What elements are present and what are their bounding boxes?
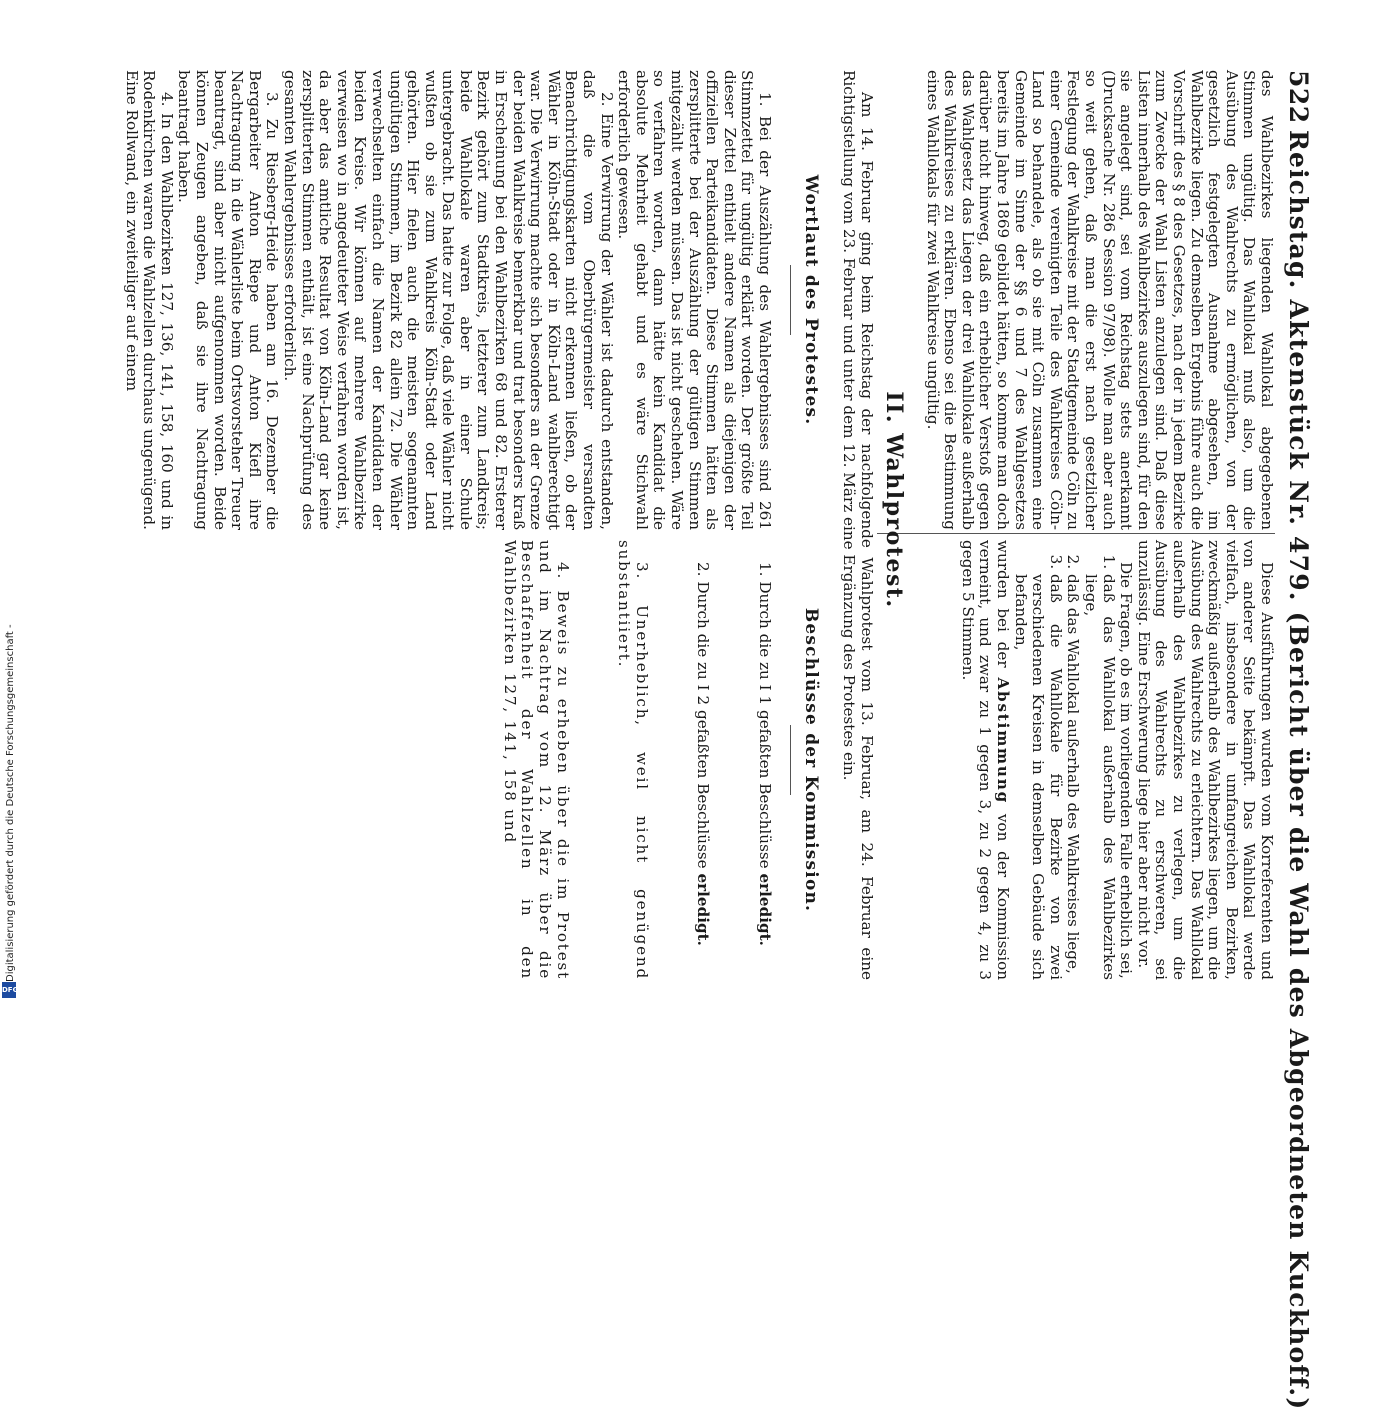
decision-item (615, 540, 650, 980)
list-item: 1. daß das Wahllokal außerhalb des Wahlbezirkes liege, (1081, 574, 1116, 980)
list-item: 3. daß die Wahllokale für Bezirke von zwei verschiedenen Kreisen in demselben Gebäude sich befanden, (1011, 574, 1064, 980)
top-left-column (923, 70, 1275, 530)
heading-rule (790, 725, 791, 795)
vote-result-prefix: wurden bei der (994, 540, 1013, 668)
protest-paragraph: 3. Zu Riesberg-Heide haben am 16. Dezember die Bergarbeiter Anton Riepe und Anton Kiefl ihre Nachtragung in die Wählerliste beim Ortsvorsteher Treuer beantragt, sind aber nicht aufgenommen worden. Beide können Zeugen angeben, daß sie ihre Nachtragung beantragt haben. (175, 70, 282, 530)
vote-result (958, 540, 1011, 980)
protest-paragraph: 2. Eine Verwirrung der Wähler ist dadurch entstanden, daß die vom Oberbürgermeister versandten Benachrichtigungskarten nicht erkennen ließen, ob der Wähler in Köln-Stadt oder in Köln-Land wahlberechtigt war. Die Verwirrung machte sich besonders an der Grenze der beiden Wahlkreise bemerkbar und trat besonders kraß in Erscheinung bei den Wahlbezirken 68 und 82. Ersterer Bezirk gehört zum Stadtkreis, letzterer zum Landkreis; beide Wahllokale waren aber in einer Schule untergebracht. Das hatte zur Folge, daß viele Wähler nicht wußten ob sie zum Wahlkreis Köln-Stadt oder Land gehörten. Hier fielen auch die meisten sogenannten ungültigen Stimmen, im Bezirk 82 allein 72. Die Wähler verwechselten einfach die Namen der Kandidaten der beiden Kreise. Wir können auf mehrere Wahlbezirke verweisen wo in angedeuteter Weise verfahren worden ist, da aber das amtliche Resultat von Köln-Land gar keine zersplitterten Stimmen enthält, ist eine Nachprüfung des gesamten Wahlergebnisses erforderlich. (280, 70, 616, 530)
section-title: II. Wahlprotest. (881, 391, 907, 609)
protest-text-column (122, 70, 773, 530)
top-right-column (958, 540, 1275, 980)
column-divider (877, 533, 1275, 534)
protest-heading: Wortlaut des Protestes. (801, 174, 821, 426)
dfg-logo-icon: DFG (2, 982, 16, 998)
decision-item (500, 540, 570, 980)
running-title: Reichstag. Aktenstück Nr. 479. (Bericht über die Wahl des Abgeordneten Kuckhoff.) (1284, 130, 1313, 1410)
decision-verdict: erledigt. (756, 873, 774, 946)
paragraph: Diese Ausführungen wurden vom Korreferenten und von anderer Seite bekämpft. Das Wahllokal werde vielfach, insbesondere in umfangreichen Bezirken, zweckmäßig außerhalb des Wahlbezirkes liegen, um die Ausübung des Wahlrechts zu erleichtern. Das Wahllokal außerhalb des Wahlbezirkes zu verlegen, um die Ausübung des Wahlrechts zu erschweren, sei unzulässig. Eine Erschwerung liege hier aber nicht vor. (1134, 540, 1276, 980)
decision-verdict: erledigt. (694, 873, 713, 946)
vote-result-emphasis: Abstimmung (994, 677, 1013, 805)
page-number: 522 (1284, 70, 1313, 124)
decision-text: 4. Beweis zu erheben über die im Protest und im Nachtrag vom 12. März über die Beschaffenheit der Wahlzellen in den Wahlbezirken 127, 141, 158 und (500, 540, 572, 980)
protest-paragraph: 4. In den Wahlbezirken 127, 136, 141, 158, 160 und in Rodenkirchen waren die Wahlzellen durchaus ungenügend. Eine Rollwand, ein zweiteiliger auf einem (122, 70, 176, 530)
decision-text: 2. Durch die zu I 2 gefaßten Beschlüsse (694, 562, 713, 869)
question-list (1011, 540, 1117, 980)
heading-rule (790, 265, 791, 335)
credit-text: Digitalisierung gefördert durch die Deutsche Forschungsgemeinschaft - (5, 624, 16, 982)
paragraph: Die Fragen, ob es im vorliegenden Falle erheblich sei, (1117, 562, 1136, 979)
protest-paragraph: 1. Bei der Auszählung des Wahlergebnisses sind 261 Stimmzettel für ungültig erklärt worden. Der größte Teil dieser Zettel enthielt andere Namen als diejenigen der offiziellen Parteikandidaten. Diese Stimmen hätten als zersplitterte bei der Auszählung der gültigen Stimmen mitgezählt werden müssen. Das ist nicht geschehen. Wäre so verfahren worden, dann hätte kein Kandidat die absolute Mehrheit gehabt und es wäre Stichwahl erforderlich gewesen. (615, 70, 774, 530)
decisions-column (500, 540, 773, 980)
decision-item (694, 540, 712, 980)
list-item: 2. daß das Wahllokal außerhalb des Wahlkreises liege, (1064, 574, 1082, 980)
paragraph: des Wahlbezirkes liegenden Wahllokal abgegebenen Stimmen ungültig. Das Wahllokal muß also, um die Ausübung des Wahlrechts zu ermöglichen, von der gesetzlich festgelegten Ausnahme abgesehen, im Wahlbezirke liegen. Zu demselben Ergebnis führe auch die Vorschrift des § 8 des Gesetzes, nach der in jedem Bezirke zum Zwecke der Wahl Listen anzulegen sind. Daß diese Listen innerhalb des Wahlbezirkes auszulegen sind, für den sie angelegt sind, sei vom Reichstag stets anerkannt (Drucksache Nr. 286 Session 97/98). Wolle man aber auch so weit gehen, daß man die erst nach gesetzlicher Festlegung der Wahlkreise mit der Stadtgemeinde Cöln zu einer Gemeinde vereinigten Teile des Wahlkreises Cöln-Land so behandele, als ob sie mit Cöln zusammen eine Gemeinde im Sinne der §§ 6 und 7 des Wahlgesetzes bereits im Jahre 1869 gebildet hätten, so komme man doch darüber nicht hinweg, daß ein erheblicher Verstoß gegen das Wahlgesetz das Liegen der drei Wahllokale außerhalb des Wahlkreises zu erklären. Ebenso sei die Bestimmung eines Wahllokals für zwei Wahlkreise ungültig. (923, 70, 1276, 530)
decisions-heading: Beschlüsse der Kommission. (801, 607, 821, 913)
decision-text: 3. Unerheblich, weil nicht genügend substantiiert. (615, 540, 651, 980)
decision-item (755, 540, 773, 980)
margin-credit (0, 0, 22, 1000)
page-header (1281, 70, 1313, 1410)
vote-result-suffix: von der Kommission verneint, und zwar zu 1 gegen 3, zu 2 gegen 4, zu 3 gegen 5 Stimmen. (958, 540, 1013, 981)
decision-text: 1. Durch die zu I 1 gefaßten Beschlüsse (756, 562, 774, 869)
section-intro: Am 14. Februar ging beim Reichstag der nachfolgende Wahlprotest vom 13. Februar, am 24. Februar eine Richtigstellung vom 23. Februar und unter dem 12. März eine Ergänzung des Protestes ein. (840, 70, 876, 980)
